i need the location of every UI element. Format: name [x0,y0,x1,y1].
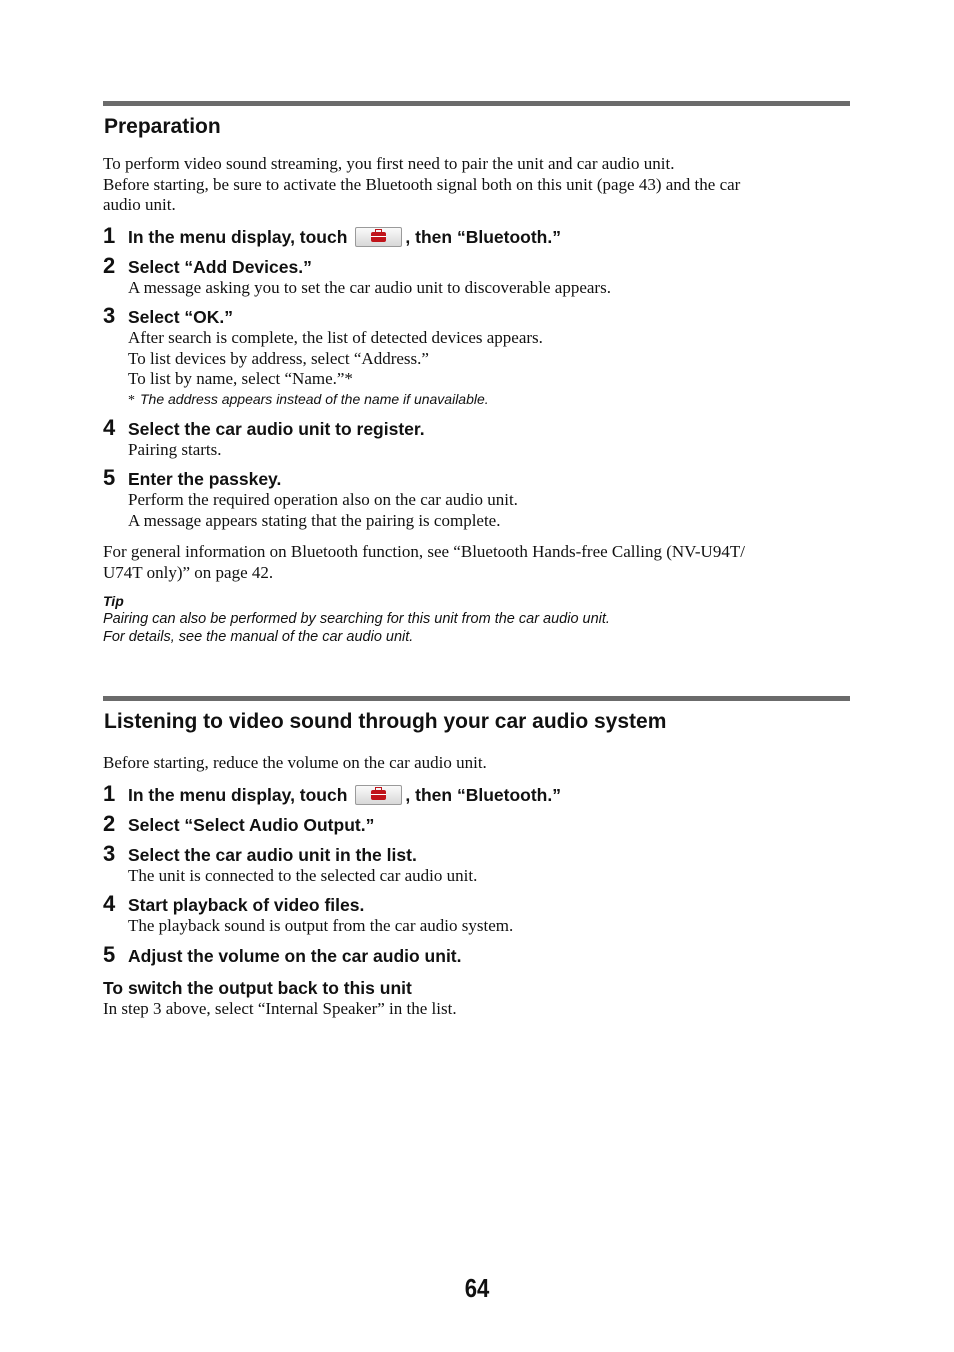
step-title: Select “OK.” [128,307,234,327]
step-title-text: , then “Bluetooth.” [405,784,561,805]
footnote [128,390,850,410]
step-body-line: The playback sound is output from the car audio system. [128,916,514,935]
section-rule [103,696,850,701]
step [103,414,850,461]
general-info-line: U74T only)” on page 42. [103,562,274,582]
step [103,941,850,967]
step-number: 4 [103,891,116,916]
step-title [128,784,850,806]
step-body-line: A message appears stating that the pairing is complete. [128,510,501,530]
step-body-line: The unit is connected to the selected car audio unit. [128,865,478,885]
step-number: 5 [103,941,116,967]
step [103,840,850,887]
step-title [128,226,850,248]
step-title: Enter the passkey. [128,469,282,489]
step-number: 3 [103,840,116,866]
tip-line: For details, see the manual of the car audio unit. [103,629,414,645]
step-body-line: To list devices by address, select “Address.” [128,348,429,368]
step-number: 1 [103,222,116,248]
step [103,303,850,390]
step-title: Select “Add Devices.” [128,256,312,277]
subhead: To switch the output back to this unit [103,977,412,998]
footnote-text: The address appears instead of the name if unavailable. [140,390,489,407]
tools-menu-button[interactable] [355,785,402,805]
step-title-text: , then “Bluetooth.” [405,226,561,247]
section-title-listening: Listening to video sound through your car audio system [104,710,667,733]
step-body-line: Pairing starts. [128,439,222,459]
step [103,891,850,937]
intro-line: Before starting, reduce the volume on the car audio unit. [103,753,487,772]
step-body-line: To list by name, select “Name.”* [128,369,353,388]
step-title-text: In the menu display, touch [128,784,348,805]
footnote-star: * [128,392,135,408]
toolbox-icon [371,790,386,800]
step-title: Adjust the volume on the car audio unit. [128,945,462,966]
step [103,252,850,299]
manual-page [103,101,850,1019]
tip-box [103,592,850,646]
section-rule [103,101,850,106]
subhead-body: In step 3 above, select “Internal Speaker” in the list. [103,998,457,1018]
page-number: 64 [464,1273,490,1303]
step-number: 5 [103,465,116,490]
step-title: Select the car audio unit to register. [128,418,425,439]
step-number: 2 [103,252,116,278]
step-body-line: After search is complete, the list of detected devices appears. [128,328,543,347]
toolbox-icon [371,232,386,242]
intro-line: Before starting, be sure to activate the Bluetooth signal both on this unit (page 43) and the car [103,174,741,194]
tip-label: Tip [103,593,124,609]
general-info-line: For general information on Bluetooth function, see “Bluetooth Hands-free Calling (NV-U94T/ [103,542,745,561]
step-body-line: A message asking you to set the car audio unit to discoverable appears. [128,277,611,297]
step-body-line: Perform the required operation also on the car audio unit. [128,490,518,509]
intro-line: audio unit. [103,195,176,214]
step-title: Select the car audio unit in the list. [128,844,417,865]
tools-menu-button[interactable] [355,227,402,247]
step-number: 1 [103,780,116,806]
step-number: 3 [103,303,116,328]
step-title: Start playback of video files. [128,895,365,915]
section-title-preparation: Preparation [104,115,221,138]
step [103,222,850,248]
step-number: 4 [103,414,116,440]
step-title: Select “Select Audio Output.” [128,814,375,835]
step-title-text: In the menu display, touch [128,226,348,247]
tip-line: Pairing can also be performed by searching for this unit from the car audio unit. [103,611,610,627]
step [103,780,850,806]
step [103,465,850,531]
step-number: 2 [103,810,116,836]
intro-line: To perform video sound streaming, you first need to pair the unit and car audio unit. [103,154,675,173]
step [103,810,850,836]
